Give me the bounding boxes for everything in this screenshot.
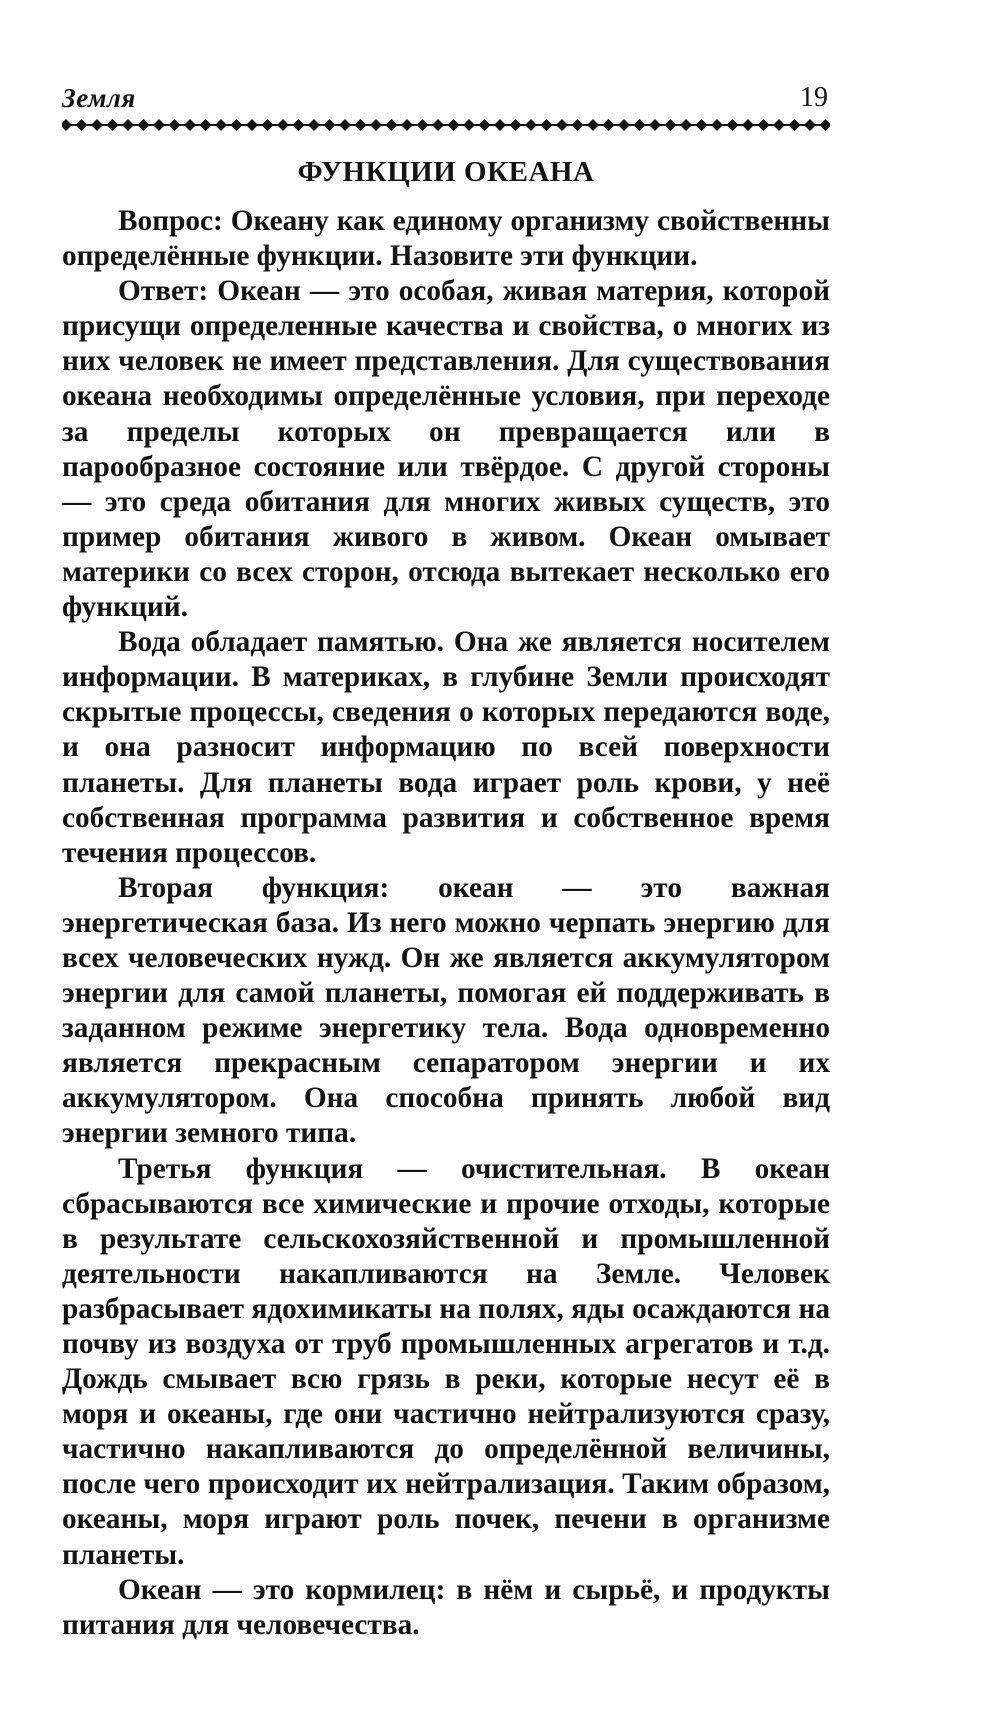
ornament-diamond (649, 119, 661, 131)
ornament-diamond (76, 119, 88, 131)
ornament-diamond (711, 119, 723, 131)
ornament-diamond (618, 119, 630, 131)
ornament-diamond (727, 119, 739, 131)
ornament-diamond (758, 119, 770, 131)
ornament-diamond (169, 119, 181, 131)
ornament-diamond (122, 119, 134, 131)
paragraph-provider-function: Океан — это кормилец: в нём и сырьё, и продукты питания для человечества. (62, 1573, 830, 1641)
ornament-diamond (742, 119, 754, 131)
ornament-diamond (293, 119, 305, 131)
body-text (62, 204, 830, 1643)
ornament-diamond (820, 119, 831, 131)
ornament-diamond (541, 119, 553, 131)
ornament-diamond (215, 119, 227, 131)
ornament-diamond (789, 119, 801, 131)
ornament-diamond (494, 119, 506, 131)
ornament-diamond (308, 119, 320, 131)
ornament-diamond (107, 119, 119, 131)
ornament-diamond (572, 119, 584, 131)
ornament-diamond (401, 119, 413, 131)
ornament-diamond (587, 119, 599, 131)
chapter-title: ФУНКЦИИ ОКЕАНА (297, 156, 595, 188)
paragraph-answer: Ответ: Океан — это особая, живая материя, которой присущи определенные качества и свойства, о многих из них человек не имеет представления. Для существования океана необходимы определённые условия, при переходе за пределы которых он превращается или в парообразное состояние или твёрдое. С другой стороны — это среда обитания для многих живых существ, это пример обитания живого в живом. Океан омывает материки со всех сторон, отсюда вытекает несколько его функций. (62, 275, 830, 624)
ornament-diamond (91, 119, 103, 131)
ornament-diamond (804, 119, 816, 131)
ornament-diamond (665, 119, 677, 131)
ornament-diamond (231, 119, 243, 131)
ornament-diamond (355, 119, 367, 131)
ornament-diamond (603, 119, 615, 131)
paragraph-water-memory: Вода обладает памятью. Она же является носителем информации. В материках, в глубине Земли происходят скрытые процессы, сведения о которых передаются воде, и она разносит информацию по всей поверхности планеты. Для планеты вода играет роль крови, у неё собственная программа развития и собственное время течения процессов. (62, 626, 830, 869)
ornament-diamond (525, 119, 537, 131)
ornament-diamond (417, 119, 429, 131)
ornament-diamond (184, 119, 196, 131)
ornament-diamond (773, 119, 785, 131)
paragraph-cleansing-function: Третья функция — очистительная. В океан сбрасываются все химические и прочие отходы, которые в результате сельскохозяйственной и промышленной деятельности накапливаются на Земле. Человек разбрасывает ядохимикаты на полях, яды осаждаются на почву из воздуха от труб промышленных агрегатов и т.д. Дождь смывает всю грязь в реки, которые несут её в моря и океаны, где они частично нейтрализуются сразу, частично накапливаются до определённой величины, после чего происходит их нейтрализация. Таким образом, океаны, моря играют роль почек, печени в организме планеты. (62, 1152, 830, 1571)
ornament-diamond (324, 119, 336, 131)
ornament-diamond (153, 119, 165, 131)
ornament-diamond (448, 119, 460, 131)
ornament-diamond (556, 119, 568, 131)
ornament-diamond (246, 119, 258, 131)
paragraph-question: Вопрос: Океану как единому организму свойственны определённые функции. Назовите эти функции. (62, 205, 830, 273)
ornament-diamond (386, 119, 398, 131)
ornament-diamond (680, 119, 692, 131)
ornament-diamond (432, 119, 444, 131)
ornament-diamond (696, 119, 708, 131)
ornament-diamond (339, 119, 351, 131)
ornament-diamond (479, 119, 491, 131)
ornament-diamond (463, 119, 475, 131)
ornament-diamond (510, 119, 522, 131)
running-header (62, 72, 830, 114)
ornament-diamond (634, 119, 646, 131)
decorative-rule (62, 116, 830, 134)
paragraph-energy-function: Вторая функция: океан — это важная энергетическая база. Из него можно черпать энергию для всех человеческих нужд. Он же является аккумулятором энергии для самой планеты, помогая ей поддерживать в заданном режиме энергетику тела. Вода одновременно является прекрасным сепаратором энергии и их аккумулятором. Она способна принять любой вид энергии земного типа. (62, 871, 830, 1150)
ornament-diamond (370, 119, 382, 131)
ornament-diamond (62, 119, 72, 131)
section-name: Земля (62, 83, 136, 113)
ornament-diamond (262, 119, 274, 131)
ornament-diamond (200, 119, 212, 131)
page-number: 19 (800, 82, 828, 113)
book-page (62, 72, 830, 1643)
ornament-diamond (277, 119, 289, 131)
ornament-diamond (138, 119, 150, 131)
